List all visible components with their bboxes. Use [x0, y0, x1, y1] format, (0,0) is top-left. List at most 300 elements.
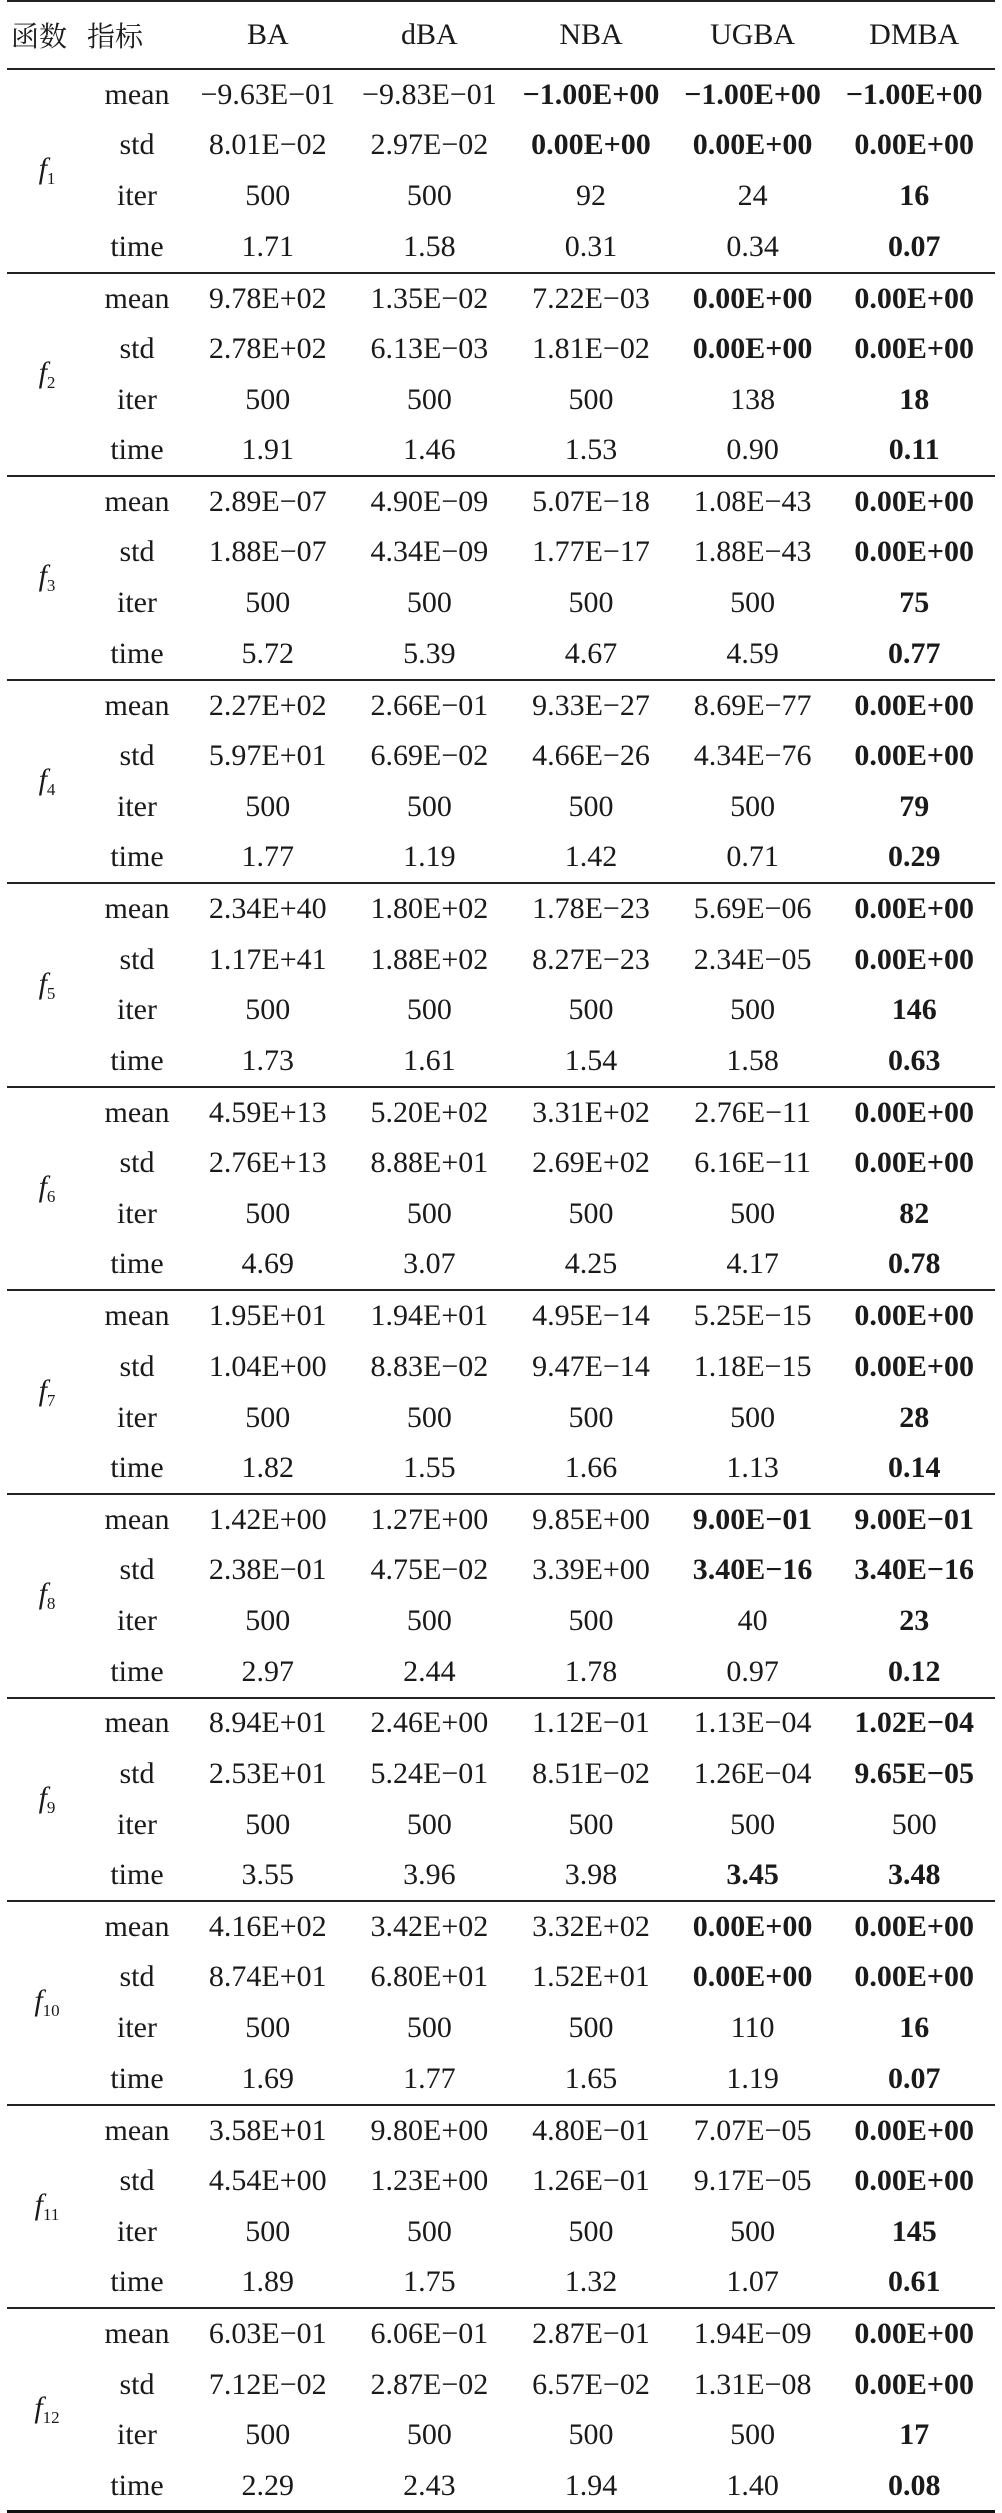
- header-row: [7, 1, 995, 69]
- table-row: [7, 1748, 995, 1799]
- value-cell-ugba: 4.34E−76: [693, 739, 812, 773]
- value-cell-dba: 6.13E−03: [370, 331, 489, 365]
- value-cell-nba: 9.47E−14: [532, 1349, 650, 1383]
- value-cell-nba: 1.94: [510, 2461, 672, 2512]
- value-cell-nba: 4.95E−14: [532, 1299, 650, 1333]
- value-cell-nba: 5.07E−18: [532, 485, 650, 519]
- table-row: [7, 1901, 995, 1952]
- function-index: 10: [42, 2001, 60, 2021]
- value-cell-ba: 5.72: [187, 629, 349, 680]
- value-cell-ba: 2.97: [187, 1647, 349, 1698]
- value-cell-dmba: 0.78: [833, 1239, 995, 1290]
- table-row: [7, 1392, 995, 1443]
- value-cell-dba: 1.35E−02: [370, 281, 489, 315]
- value-cell-ba: 1.77: [187, 832, 349, 883]
- table-body: [7, 69, 995, 2512]
- value-cell-dba: 500: [406, 179, 452, 213]
- value-cell-dmba: 0.00E+00: [854, 485, 974, 519]
- function-label: [7, 1087, 87, 1291]
- value-cell-dmba: 3.48: [833, 1850, 995, 1901]
- value-cell-ugba: 500: [730, 1807, 776, 1841]
- table-row: [7, 1189, 995, 1240]
- value-cell-dmba: −1.00E+00: [845, 77, 983, 111]
- table-row: [7, 934, 995, 985]
- header-algo-ugba: UGBA: [672, 1, 834, 69]
- function-label: [7, 680, 87, 884]
- function-label: [7, 1901, 87, 2105]
- value-cell-nba: 9.33E−27: [532, 688, 650, 722]
- value-cell-dba: 9.80E+00: [370, 2113, 489, 2147]
- value-cell-nba: 2.69E+02: [532, 1146, 650, 1180]
- value-cell-dba: 500: [406, 586, 452, 620]
- function-label: [7, 273, 87, 477]
- value-cell-ugba: 0.00E+00: [692, 1960, 813, 1994]
- value-cell-nba: 500: [568, 586, 614, 620]
- value-cell-dmba: 0.00E+00: [854, 739, 974, 773]
- value-cell-ugba: 0.00E+00: [692, 281, 813, 315]
- value-cell-dba: 500: [406, 1400, 452, 1434]
- value-cell-ba: 1.71: [187, 222, 349, 273]
- metric-label: mean: [104, 77, 170, 111]
- value-cell-dmba: 146: [891, 993, 937, 1027]
- metric-label: time: [87, 425, 187, 476]
- table-row: [7, 1036, 995, 1087]
- value-cell-dba: 4.75E−02: [370, 1553, 489, 1587]
- results-table: [7, 0, 995, 2513]
- value-cell-ugba: 9.00E−01: [692, 1502, 813, 1536]
- value-cell-dmba: 0.00E+00: [854, 2113, 974, 2147]
- header-algo-dmba: DMBA: [833, 1, 995, 69]
- table-row: [7, 2461, 995, 2512]
- value-cell-ugba: 6.16E−11: [694, 1146, 811, 1180]
- value-cell-nba: 8.51E−02: [532, 1756, 650, 1790]
- table-row: [7, 1850, 995, 1901]
- value-cell-ugba: 3.40E−16: [692, 1553, 813, 1587]
- metric-label: std: [119, 535, 155, 569]
- value-cell-nba: 1.78: [510, 1647, 672, 1698]
- value-cell-nba: 92: [575, 179, 606, 213]
- header-algo-ba: BA: [187, 1, 349, 69]
- function-index: 2: [46, 372, 56, 392]
- header-metric: 指标: [87, 1, 187, 69]
- metric-label: iter: [117, 2011, 157, 2045]
- value-cell-dmba: 0.00E+00: [854, 1146, 974, 1180]
- value-cell-nba: 0.00E+00: [531, 128, 651, 162]
- metric-label: std: [119, 1756, 155, 1790]
- table-row: [7, 374, 995, 425]
- value-cell-dba: 1.75: [349, 2257, 511, 2308]
- function-symbol: f: [38, 1780, 47, 1814]
- value-cell-ugba: 24: [737, 179, 768, 213]
- value-cell-ba: 2.89E−07: [208, 485, 327, 519]
- value-cell-ba: 3.55: [187, 1850, 349, 1901]
- function-label: [7, 1698, 87, 1902]
- metric-label: mean: [104, 1502, 170, 1536]
- value-cell-ugba: 138: [730, 382, 776, 416]
- value-cell-dba: 3.96: [349, 1850, 511, 1901]
- function-label: [7, 1290, 87, 1494]
- value-cell-ba: 1.95E+01: [208, 1299, 327, 1333]
- function-label: [7, 1494, 87, 1698]
- table-row: [7, 476, 995, 527]
- value-cell-nba: 4.66E−26: [532, 739, 650, 773]
- table-row: [7, 1087, 995, 1138]
- value-cell-ba: 2.29: [187, 2461, 349, 2512]
- function-symbol: f: [34, 1984, 43, 2018]
- value-cell-dba: 1.80E+02: [370, 892, 489, 926]
- value-cell-ba: 1.42E+00: [208, 1502, 327, 1536]
- table-row: [7, 1596, 995, 1647]
- value-cell-dba: 2.66E−01: [370, 688, 489, 722]
- table-row: [7, 1952, 995, 2003]
- table-row: [7, 1545, 995, 1596]
- metric-label: std: [119, 1960, 155, 1994]
- value-cell-ugba: 0.34: [672, 222, 834, 273]
- table-row: [7, 273, 995, 324]
- value-cell-nba: 4.80E−01: [532, 2113, 650, 2147]
- value-cell-dba: 6.06E−01: [370, 2317, 489, 2351]
- value-cell-ugba: 5.69E−06: [693, 892, 812, 926]
- metric-label: iter: [117, 2214, 157, 2248]
- value-cell-nba: 500: [568, 382, 614, 416]
- value-cell-dmba: 0.00E+00: [854, 281, 974, 315]
- value-cell-ba: 2.78E+02: [208, 331, 327, 365]
- value-cell-ba: 2.76E+13: [208, 1146, 327, 1180]
- table-row: [7, 2257, 995, 2308]
- value-cell-nba: 500: [568, 2418, 614, 2452]
- table-row: [7, 2308, 995, 2359]
- metric-label: time: [87, 1850, 187, 1901]
- metric-label: iter: [117, 1197, 157, 1231]
- value-cell-dba: 500: [406, 2418, 452, 2452]
- header-algo-nba: NBA: [510, 1, 672, 69]
- table-row: [7, 578, 995, 629]
- value-cell-ugba: 9.17E−05: [693, 2163, 812, 2197]
- value-cell-dba: 3.42E+02: [370, 1910, 489, 1943]
- metric-label: mean: [104, 1095, 170, 1129]
- metric-label: iter: [117, 1604, 157, 1638]
- value-cell-ba: −9.63E−01: [200, 77, 336, 111]
- table-row: [7, 425, 995, 476]
- value-cell-ba: 500: [245, 2011, 291, 2045]
- value-cell-nba: 500: [568, 789, 614, 823]
- value-cell-dba: 500: [406, 2214, 452, 2248]
- function-symbol: f: [38, 1373, 47, 1407]
- value-cell-ba: 500: [245, 1400, 291, 1434]
- function-index: 9: [46, 1797, 56, 1817]
- table-row: [7, 883, 995, 934]
- value-cell-ba: 500: [245, 789, 291, 823]
- value-cell-dba: 2.44: [349, 1647, 511, 1698]
- value-cell-dba: 5.20E+02: [370, 1095, 489, 1129]
- metric-label: time: [87, 2461, 187, 2512]
- metric-label: iter: [117, 2418, 157, 2452]
- function-label: [7, 2105, 87, 2309]
- value-cell-nba: 6.57E−02: [532, 2367, 650, 2401]
- value-cell-dmba: 3.40E−16: [854, 1553, 974, 1587]
- value-cell-ugba: 1.31E−08: [693, 2367, 812, 2401]
- value-cell-dba: 8.88E+01: [370, 1146, 489, 1180]
- value-cell-ugba: 8.69E−77: [693, 688, 812, 722]
- metric-label: mean: [104, 485, 170, 519]
- value-cell-ugba: 1.13E−04: [693, 1706, 812, 1740]
- value-cell-dba: 500: [406, 789, 452, 823]
- table-row: [7, 1494, 995, 1545]
- value-cell-nba: 500: [568, 1400, 614, 1434]
- table-row: [7, 120, 995, 171]
- value-cell-dmba: 145: [891, 2214, 937, 2248]
- value-cell-dmba: 17: [899, 2418, 930, 2452]
- metric-label: std: [119, 1349, 155, 1383]
- value-cell-nba: 1.52E+01: [532, 1960, 650, 1994]
- value-cell-dba: 1.27E+00: [370, 1502, 489, 1536]
- value-cell-ugba: 500: [730, 993, 776, 1027]
- value-cell-nba: 1.66: [510, 1443, 672, 1494]
- value-cell-dmba: 0.14: [833, 1443, 995, 1494]
- value-cell-ba: 2.53E+01: [208, 1756, 327, 1790]
- value-cell-nba: 3.98: [510, 1850, 672, 1901]
- value-cell-ba: 500: [245, 586, 291, 620]
- value-cell-ugba: 500: [730, 2214, 776, 2248]
- value-cell-nba: 1.78E−23: [532, 892, 650, 926]
- table-row: [7, 1647, 995, 1698]
- value-cell-dmba: 0.29: [833, 832, 995, 883]
- value-cell-dmba: 0.00E+00: [854, 688, 974, 722]
- value-cell-nba: 1.53: [510, 425, 672, 476]
- value-cell-nba: 9.85E+00: [532, 1502, 650, 1536]
- value-cell-dba: 4.34E−09: [370, 535, 489, 569]
- table-row: [7, 222, 995, 273]
- value-cell-nba: 500: [568, 1197, 614, 1231]
- value-cell-ba: 500: [245, 2418, 291, 2452]
- metric-label: time: [87, 1443, 187, 1494]
- table-header: [7, 1, 995, 69]
- value-cell-dmba: 16: [899, 2011, 930, 2045]
- metric-label: time: [87, 1647, 187, 1698]
- table-row: [7, 2003, 995, 2054]
- metric-label: std: [119, 1553, 155, 1587]
- value-cell-ugba: 1.94E−09: [693, 2317, 812, 2351]
- value-cell-ugba: 500: [730, 789, 776, 823]
- value-cell-dba: 6.80E+01: [370, 1960, 489, 1994]
- metric-label: mean: [104, 2317, 170, 2351]
- value-cell-ugba: 4.17: [672, 1239, 834, 1290]
- value-cell-ba: 2.38E−01: [208, 1553, 327, 1587]
- metric-label: mean: [104, 1299, 170, 1333]
- value-cell-ugba: 500: [730, 1197, 776, 1231]
- value-cell-ugba: 500: [730, 1400, 776, 1434]
- value-cell-nba: 1.12E−01: [532, 1706, 650, 1740]
- value-cell-ugba: 0.97: [672, 1647, 834, 1698]
- value-cell-nba: 500: [568, 993, 614, 1027]
- metric-label: time: [87, 629, 187, 680]
- function-label: [7, 69, 87, 273]
- value-cell-ba: 3.58E+01: [208, 2113, 327, 2147]
- metric-label: mean: [104, 1910, 170, 1943]
- value-cell-ugba: 500: [730, 2418, 776, 2452]
- value-cell-dmba: 0.11: [833, 425, 995, 476]
- value-cell-dba: 1.46: [349, 425, 511, 476]
- metric-label: mean: [104, 2113, 170, 2147]
- value-cell-dba: 500: [406, 2011, 452, 2045]
- value-cell-dmba: 79: [899, 789, 930, 823]
- metric-label: mean: [104, 1706, 170, 1740]
- value-cell-ba: 8.74E+01: [208, 1960, 327, 1994]
- table-row: [7, 2156, 995, 2207]
- value-cell-ugba: 7.07E−05: [693, 2113, 812, 2147]
- value-cell-dba: 2.46E+00: [370, 1706, 489, 1740]
- value-cell-dba: 500: [406, 993, 452, 1027]
- value-cell-nba: 4.67: [510, 629, 672, 680]
- value-cell-nba: 1.81E−02: [532, 331, 650, 365]
- value-cell-dmba: 0.00E+00: [854, 2367, 974, 2401]
- value-cell-ugba: 3.45: [672, 1850, 834, 1901]
- table-row: [7, 985, 995, 1036]
- value-cell-dba: 1.61: [349, 1036, 511, 1087]
- value-cell-nba: 1.42: [510, 832, 672, 883]
- value-cell-dba: 6.69E−02: [370, 739, 489, 773]
- value-cell-dmba: 0.00E+00: [854, 535, 974, 569]
- value-cell-ugba: 1.19: [672, 2054, 834, 2105]
- function-label: [7, 2308, 87, 2512]
- value-cell-ba: 500: [245, 179, 291, 213]
- table-row: [7, 731, 995, 782]
- table-row: [7, 171, 995, 222]
- value-cell-ba: 1.91: [187, 425, 349, 476]
- metric-label: time: [87, 832, 187, 883]
- table-row: [7, 1138, 995, 1189]
- metric-label: std: [119, 331, 155, 365]
- table-row: [7, 1290, 995, 1341]
- value-cell-dba: −9.83E−01: [362, 77, 497, 111]
- value-cell-dmba: 0.00E+00: [854, 2317, 974, 2351]
- value-cell-dmba: 0.00E+00: [854, 1960, 974, 1994]
- value-cell-dmba: 75: [899, 586, 930, 620]
- value-cell-ugba: 0.90: [672, 425, 834, 476]
- value-cell-ugba: 1.58: [672, 1036, 834, 1087]
- metric-label: iter: [117, 993, 157, 1027]
- value-cell-ba: 500: [245, 382, 291, 416]
- value-cell-ugba: 1.88E−43: [693, 535, 812, 569]
- value-cell-ugba: 1.08E−43: [693, 485, 812, 519]
- function-symbol: f: [38, 762, 47, 796]
- value-cell-ugba: 1.13: [672, 1443, 834, 1494]
- metric-label: iter: [117, 789, 157, 823]
- value-cell-ba: 7.12E−02: [208, 2367, 327, 2401]
- table-row: [7, 1799, 995, 1850]
- value-cell-nba: 3.39E+00: [532, 1553, 650, 1587]
- metric-label: std: [119, 942, 155, 976]
- value-cell-ba: 500: [245, 1604, 291, 1638]
- value-cell-nba: 500: [568, 2214, 614, 2248]
- value-cell-ba: 8.94E+01: [208, 1706, 327, 1740]
- value-cell-dba: 1.94E+01: [370, 1299, 489, 1333]
- table-row: [7, 1443, 995, 1494]
- value-cell-ba: 2.27E+02: [208, 688, 327, 722]
- value-cell-nba: 3.31E+02: [532, 1095, 650, 1129]
- value-cell-ugba: 1.18E−15: [693, 1349, 812, 1383]
- value-cell-dmba: 0.00E+00: [854, 1299, 974, 1333]
- value-cell-ba: 1.04E+00: [208, 1349, 327, 1383]
- function-index: 4: [46, 779, 56, 799]
- value-cell-ba: 500: [245, 1807, 291, 1841]
- value-cell-ugba: 0.71: [672, 832, 834, 883]
- metric-label: std: [119, 2163, 155, 2197]
- value-cell-ugba: 500: [730, 586, 776, 620]
- value-cell-dmba: 0.77: [833, 629, 995, 680]
- value-cell-ugba: 5.25E−15: [693, 1299, 812, 1333]
- value-cell-dba: 3.07: [349, 1239, 511, 1290]
- metric-label: iter: [117, 382, 157, 416]
- function-symbol: f: [38, 559, 47, 593]
- value-cell-nba: 500: [568, 1604, 614, 1638]
- value-cell-ba: 4.59E+13: [208, 1095, 327, 1129]
- table-row: [7, 69, 995, 120]
- value-cell-ba: 500: [245, 2214, 291, 2248]
- value-cell-dba: 1.58: [349, 222, 511, 273]
- metric-label: std: [119, 128, 155, 162]
- value-cell-dmba: 23: [899, 1604, 930, 1638]
- function-symbol: f: [38, 966, 47, 1000]
- value-cell-ba: 4.54E+00: [208, 2163, 327, 2197]
- metric-label: iter: [117, 586, 157, 620]
- value-cell-dba: 2.87E−02: [370, 2367, 489, 2401]
- header-algo-dba: dBA: [349, 1, 511, 69]
- value-cell-ba: 5.97E+01: [208, 739, 327, 773]
- value-cell-nba: 1.54: [510, 1036, 672, 1087]
- value-cell-dba: 1.23E+00: [370, 2163, 489, 2197]
- table-row: [7, 2054, 995, 2105]
- table-row: [7, 1239, 995, 1290]
- table-row: [7, 1698, 995, 1749]
- value-cell-ba: 1.88E−07: [208, 535, 327, 569]
- value-cell-dmba: 18: [899, 382, 930, 416]
- value-cell-ugba: 1.07: [672, 2257, 834, 2308]
- function-index: 1: [46, 169, 56, 189]
- value-cell-dmba: 0.00E+00: [854, 1349, 974, 1383]
- value-cell-ba: 1.82: [187, 1443, 349, 1494]
- value-cell-dba: 500: [406, 1197, 452, 1231]
- metric-label: mean: [104, 688, 170, 722]
- table-row: [7, 2206, 995, 2257]
- function-index: 5: [46, 983, 56, 1003]
- value-cell-ba: 500: [245, 993, 291, 1027]
- value-cell-dmba: 0.63: [833, 1036, 995, 1087]
- table-row: [7, 2410, 995, 2461]
- table-row: [7, 629, 995, 680]
- value-cell-dba: 500: [406, 1604, 452, 1638]
- value-cell-dmba: 28: [899, 1400, 930, 1434]
- value-cell-nba: 7.22E−03: [532, 281, 650, 315]
- table-row: [7, 680, 995, 731]
- value-cell-dmba: 0.07: [833, 2054, 995, 2105]
- metric-label: std: [119, 2367, 155, 2401]
- metric-label: iter: [117, 179, 157, 213]
- value-cell-dmba: 0.61: [833, 2257, 995, 2308]
- value-cell-nba: 1.77E−17: [532, 535, 650, 569]
- value-cell-dmba: 0.00E+00: [854, 1910, 974, 1943]
- value-cell-dmba: 0.00E+00: [854, 942, 974, 976]
- metric-label: time: [87, 222, 187, 273]
- table-row: [7, 323, 995, 374]
- value-cell-ba: 1.69: [187, 2054, 349, 2105]
- value-cell-nba: 1.32: [510, 2257, 672, 2308]
- value-cell-ugba: 110: [730, 2011, 775, 2045]
- table-row: [7, 781, 995, 832]
- value-cell-ba: 500: [245, 1197, 291, 1231]
- value-cell-nba: 3.32E+02: [532, 1910, 650, 1943]
- value-cell-dmba: 9.00E−01: [854, 1502, 974, 1536]
